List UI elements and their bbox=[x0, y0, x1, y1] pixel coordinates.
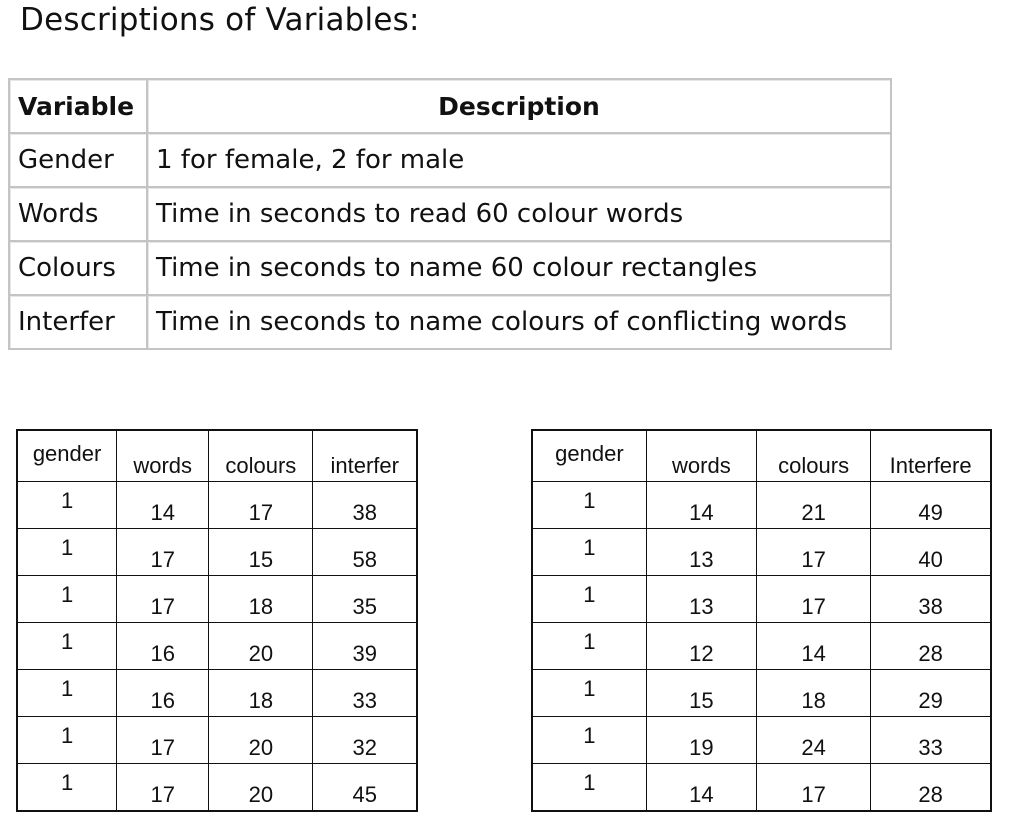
cell-words: 17 bbox=[117, 717, 209, 764]
cell-colours: 21 bbox=[757, 482, 871, 529]
cell-interfer: 35 bbox=[313, 576, 417, 623]
cell-words: 12 bbox=[646, 623, 756, 670]
cell-words: 16 bbox=[117, 670, 209, 717]
table-row bbox=[17, 717, 417, 764]
table-row bbox=[9, 187, 891, 241]
column-header-colours: colours bbox=[757, 430, 871, 482]
cell-gender: 1 bbox=[532, 670, 646, 717]
table-row bbox=[532, 717, 991, 764]
cell-colours: 17 bbox=[757, 764, 871, 812]
data-table-left bbox=[16, 429, 418, 812]
cell-words: 14 bbox=[646, 764, 756, 812]
cell-interfer: 38 bbox=[313, 482, 417, 529]
table-row bbox=[17, 529, 417, 576]
table-row bbox=[17, 576, 417, 623]
cell-colours: 17 bbox=[757, 529, 871, 576]
cell-gender: 1 bbox=[17, 670, 117, 717]
variable-name: Colours bbox=[9, 241, 147, 295]
column-header-gender: gender bbox=[17, 430, 117, 482]
table-row bbox=[9, 241, 891, 295]
column-header-interfere: Interfere bbox=[871, 430, 991, 482]
cell-gender: 1 bbox=[532, 576, 646, 623]
cell-gender: 1 bbox=[17, 482, 117, 529]
cell-interfer: 45 bbox=[313, 764, 417, 812]
cell-colours: 20 bbox=[209, 623, 313, 670]
table-header-row bbox=[532, 430, 991, 482]
cell-words: 14 bbox=[646, 482, 756, 529]
table-row bbox=[9, 295, 891, 349]
cell-colours: 14 bbox=[757, 623, 871, 670]
table-header-row bbox=[17, 430, 417, 482]
table-row bbox=[532, 623, 991, 670]
cell-words: 14 bbox=[117, 482, 209, 529]
table-row bbox=[9, 133, 891, 187]
cell-gender: 1 bbox=[532, 764, 646, 812]
cell-interfere: 28 bbox=[871, 764, 991, 812]
cell-colours: 20 bbox=[209, 764, 313, 812]
cell-words: 13 bbox=[646, 576, 756, 623]
cell-words: 17 bbox=[117, 576, 209, 623]
cell-gender: 1 bbox=[532, 482, 646, 529]
cell-interfere: 49 bbox=[871, 482, 991, 529]
cell-colours: 18 bbox=[757, 670, 871, 717]
data-table-right bbox=[531, 429, 992, 812]
table-row bbox=[17, 670, 417, 717]
cell-gender: 1 bbox=[17, 717, 117, 764]
cell-words: 19 bbox=[646, 717, 756, 764]
cell-gender: 1 bbox=[17, 764, 117, 812]
cell-interfer: 32 bbox=[313, 717, 417, 764]
cell-words: 17 bbox=[117, 764, 209, 812]
cell-colours: 17 bbox=[209, 482, 313, 529]
variable-description: Time in seconds to name 60 colour rectangles bbox=[147, 241, 891, 295]
cell-words: 15 bbox=[646, 670, 756, 717]
column-header-interfer: interfer bbox=[313, 430, 417, 482]
variable-name: Interfer bbox=[9, 295, 147, 349]
column-header-description: Description bbox=[147, 79, 891, 133]
table-row bbox=[17, 623, 417, 670]
variables-description-table bbox=[8, 78, 892, 350]
table-header-row bbox=[9, 79, 891, 133]
variable-description: 1 for female, 2 for male bbox=[147, 133, 891, 187]
cell-interfer: 33 bbox=[313, 670, 417, 717]
page-title: Descriptions of Variables: bbox=[20, 2, 420, 38]
cell-gender: 1 bbox=[17, 529, 117, 576]
column-header-gender: gender bbox=[532, 430, 646, 482]
cell-colours: 18 bbox=[209, 670, 313, 717]
table-row bbox=[17, 482, 417, 529]
cell-interfere: 38 bbox=[871, 576, 991, 623]
variable-description: Time in seconds to name colours of conflicting words bbox=[147, 295, 891, 349]
variable-name: Words bbox=[9, 187, 147, 241]
cell-words: 17 bbox=[117, 529, 209, 576]
column-header-variable: Variable bbox=[9, 79, 147, 133]
table-row bbox=[532, 482, 991, 529]
cell-words: 13 bbox=[646, 529, 756, 576]
table-row bbox=[532, 529, 991, 576]
cell-interfere: 33 bbox=[871, 717, 991, 764]
table-row bbox=[532, 670, 991, 717]
table-row bbox=[17, 764, 417, 812]
variable-name: Gender bbox=[9, 133, 147, 187]
cell-gender: 1 bbox=[532, 529, 646, 576]
cell-gender: 1 bbox=[532, 717, 646, 764]
cell-colours: 18 bbox=[209, 576, 313, 623]
cell-interfere: 28 bbox=[871, 623, 991, 670]
cell-colours: 17 bbox=[757, 576, 871, 623]
cell-interfer: 39 bbox=[313, 623, 417, 670]
cell-gender: 1 bbox=[532, 623, 646, 670]
cell-colours: 15 bbox=[209, 529, 313, 576]
cell-gender: 1 bbox=[17, 576, 117, 623]
column-header-colours: colours bbox=[209, 430, 313, 482]
cell-interfere: 40 bbox=[871, 529, 991, 576]
table-row bbox=[532, 576, 991, 623]
cell-interfer: 58 bbox=[313, 529, 417, 576]
cell-colours: 24 bbox=[757, 717, 871, 764]
table-row bbox=[532, 764, 991, 812]
cell-gender: 1 bbox=[17, 623, 117, 670]
column-header-words: words bbox=[646, 430, 756, 482]
variable-description: Time in seconds to read 60 colour words bbox=[147, 187, 891, 241]
cell-interfere: 29 bbox=[871, 670, 991, 717]
cell-colours: 20 bbox=[209, 717, 313, 764]
cell-words: 16 bbox=[117, 623, 209, 670]
column-header-words: words bbox=[117, 430, 209, 482]
